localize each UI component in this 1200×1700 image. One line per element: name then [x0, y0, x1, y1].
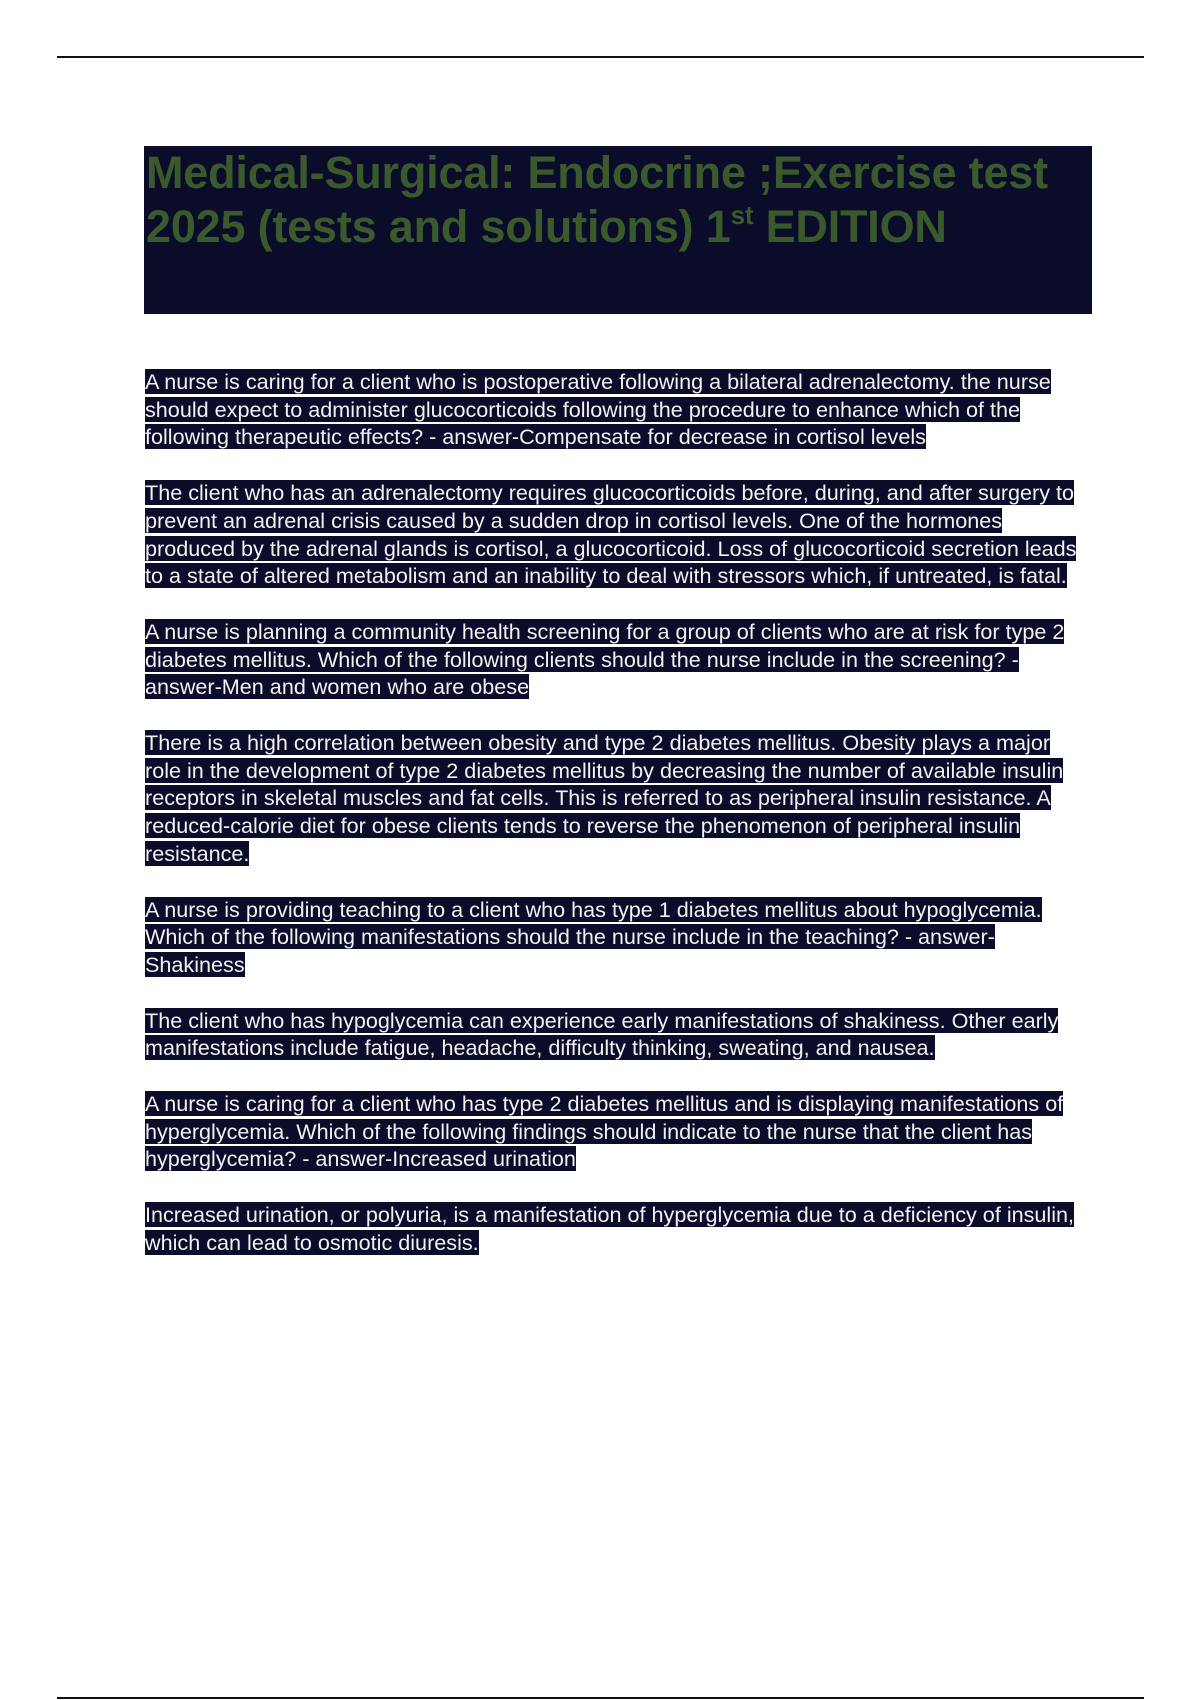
paragraph-7 — [145, 1090, 1090, 1173]
paragraph-2 — [145, 479, 1090, 590]
top-rule — [57, 56, 1144, 58]
paragraph-2-text: The client who has an adrenalectomy requires glucocorticoids before, during, and after surgery to prevent an adrenal crisis caused by a sudden drop in cortisol levels. One of the hormones produced by the adrenal glands is cortisol, a glucocorticoid. Loss of glucocorticoid secretion leads to a state of altered metabolism and an inability to deal with stressors which, if untreated, is fatal. — [145, 480, 1077, 589]
paragraph-6 — [145, 1007, 1090, 1062]
document-title — [146, 146, 1092, 254]
paragraph-3-text: A nurse is planning a community health screening for a group of clients who are at risk for type 2 diabetes mellitus. Which of the following clients should the nurse include in the screening? - answer-Men and women who are obese — [145, 618, 1065, 700]
paragraph-3 — [145, 618, 1090, 701]
paragraph-6-text: The client who has hypoglycemia can experience early manifestations of shakiness. Other early manifestations include fatigue, headache, difficulty thinking, sweating, and nausea. — [145, 1007, 1059, 1061]
document-title-block — [144, 146, 1092, 314]
paragraph-7-text: A nurse is caring for a client who has type 2 diabetes mellitus and is displaying manifestations of hyperglycemia. Which of the following findings should indicate to the nurse that the client has hyperglycemia? - answer-Increased urination — [145, 1091, 1064, 1172]
paragraph-1-text: A nurse is caring for a client who is postoperative following a bilateral adrenalectomy. the nurse should expect to administer glucocorticoids following the procedure to enhance which of the following therapeutic effects? - answer-Compensate for decrease in cortisol levels — [145, 369, 1051, 450]
paragraph-8 — [145, 1201, 1090, 1256]
title-main: Medical-Surgical: Endocrine ;Exercise test 2025 (tests and solutions) 1 — [146, 147, 1048, 252]
document-body — [145, 368, 1090, 1285]
paragraph-1 — [145, 368, 1090, 451]
paragraph-8-text: Increased urination, or polyuria, is a manifestation of hyperglycemia due to a deficiency of insulin, which can lead to osmotic diuresis. — [145, 1202, 1075, 1255]
bottom-rule — [57, 1697, 1144, 1699]
paragraph-4 — [145, 729, 1090, 868]
paragraph-4-text: There is a high correlation between obesity and type 2 diabetes mellitus. Obesity plays a major role in the development of type 2 diabetes mellitus by decreasing the number of available insulin receptors in skeletal muscles and fat cells. This is referred to as peripheral insulin resistance. A reduced-calorie diet for obese clients tends to reverse the phenomenon of peripheral insulin resistance. — [145, 730, 1064, 866]
title-superscript: st — [730, 200, 754, 230]
title-end: EDITION — [753, 201, 947, 252]
paragraph-5-text: A nurse is providing teaching to a client who has type 1 diabetes mellitus about hypoglycemia. Which of the following manifestations should the nurse include in the teaching? - answer-Shakiness — [145, 896, 1042, 977]
paragraph-5 — [145, 896, 1090, 979]
